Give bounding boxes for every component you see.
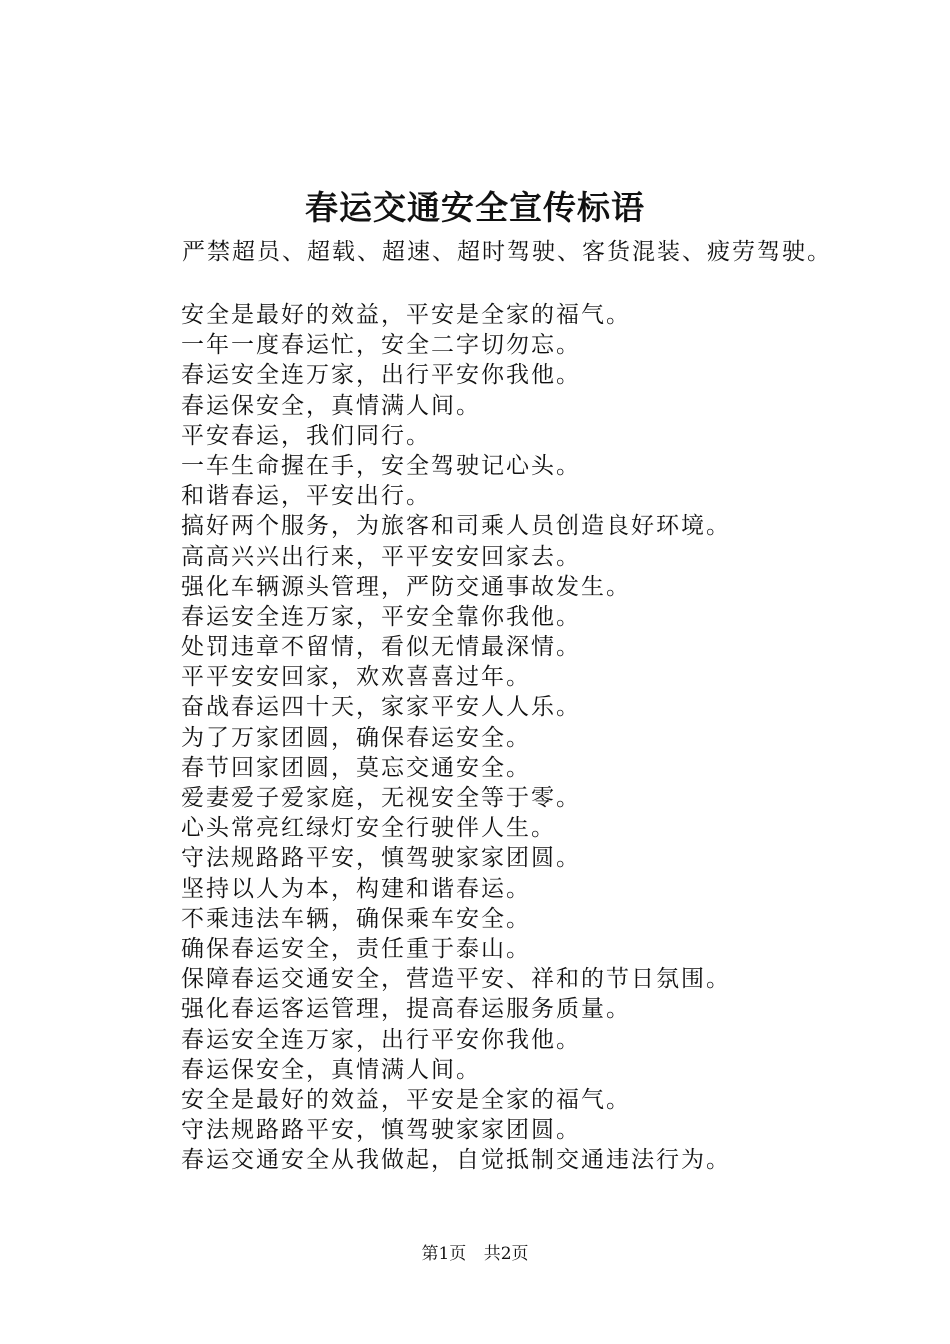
slogan-item: 高高兴兴出行来，平平安安回家去。 (181, 543, 581, 570)
slogan-item: 春运安全连万家，出行平安你我他。 (181, 362, 581, 389)
page-total: 共2页 (483, 1244, 529, 1264)
slogan-item: 平平安安回家，欢欢喜喜过年。 (181, 664, 531, 691)
page-footer (0, 1242, 950, 1266)
slogan-item: 确保春运安全，责任重于泰山。 (181, 935, 531, 962)
slogan-item: 安全是最好的效益，平安是全家的福气。 (181, 1086, 631, 1113)
document-title: 春运交通安全宣传标语 (305, 188, 645, 227)
slogan-item: 守法规路路平安，慎驾驶家家团圆。 (181, 845, 581, 872)
slogan-item: 守法规路路平安，慎驾驶家家团圆。 (181, 1117, 581, 1144)
slogan-item: 春运保安全，真情满人间。 (181, 392, 481, 419)
slogan-item: 为了万家团圆，确保春运安全。 (181, 724, 531, 751)
slogan-item: 心头常亮红绿灯安全行驶伴人生。 (181, 815, 556, 842)
slogan-item: 春运安全连万家，出行平安你我他。 (181, 1026, 581, 1053)
slogan-item: 和谐春运，平安出行。 (181, 483, 431, 510)
slogan-item: 处罚违章不留情，看似无情最深情。 (181, 634, 581, 661)
slogan-item: 春运交通安全从我做起，自觉抵制交通违法行为。 (181, 1147, 731, 1174)
slogan-item: 强化春运客运管理，提高春运服务质量。 (181, 996, 631, 1023)
slogan-item: 安全是最好的效益，平安是全家的福气。 (181, 302, 631, 328)
slogan-item: 坚持以人为本，构建和谐春运。 (181, 875, 531, 902)
slogan-item: 春节回家团圆，莫忘交通安全。 (181, 754, 531, 781)
slogan-item: 春运保安全，真情满人间。 (181, 1056, 481, 1083)
slogan-item: 搞好两个服务，为旅客和司乘人员创造良好环境。 (181, 513, 731, 540)
slogan-item: 春运安全连万家，平安全靠你我他。 (181, 603, 581, 630)
slogan-item: 爱妻爱子爱家庭，无视安全等于零。 (181, 785, 581, 811)
slogan-list (181, 300, 881, 1175)
intro-line: 严禁超员、超载、超速、超时驾驶、客货混装、疲劳驾驶。 (182, 239, 832, 265)
slogan-item: 一年一度春运忙，安全二字切勿忘。 (181, 332, 581, 359)
slogan-item: 强化车辆源头管理，严防交通事故发生。 (181, 573, 631, 600)
slogan-item: 一车生命握在手，安全驾驶记心头。 (181, 452, 581, 479)
slogan-item: 不乘违法车辆，确保乘车安全。 (181, 905, 531, 932)
slogan-item: 平安春运，我们同行。 (181, 422, 431, 449)
slogan-item: 奋战春运四十天，家家平安人人乐。 (181, 694, 581, 721)
slogan-item: 保障春运交通安全，营造平安、祥和的节日氛围。 (181, 966, 731, 993)
page-number: 第1页 (421, 1244, 467, 1264)
